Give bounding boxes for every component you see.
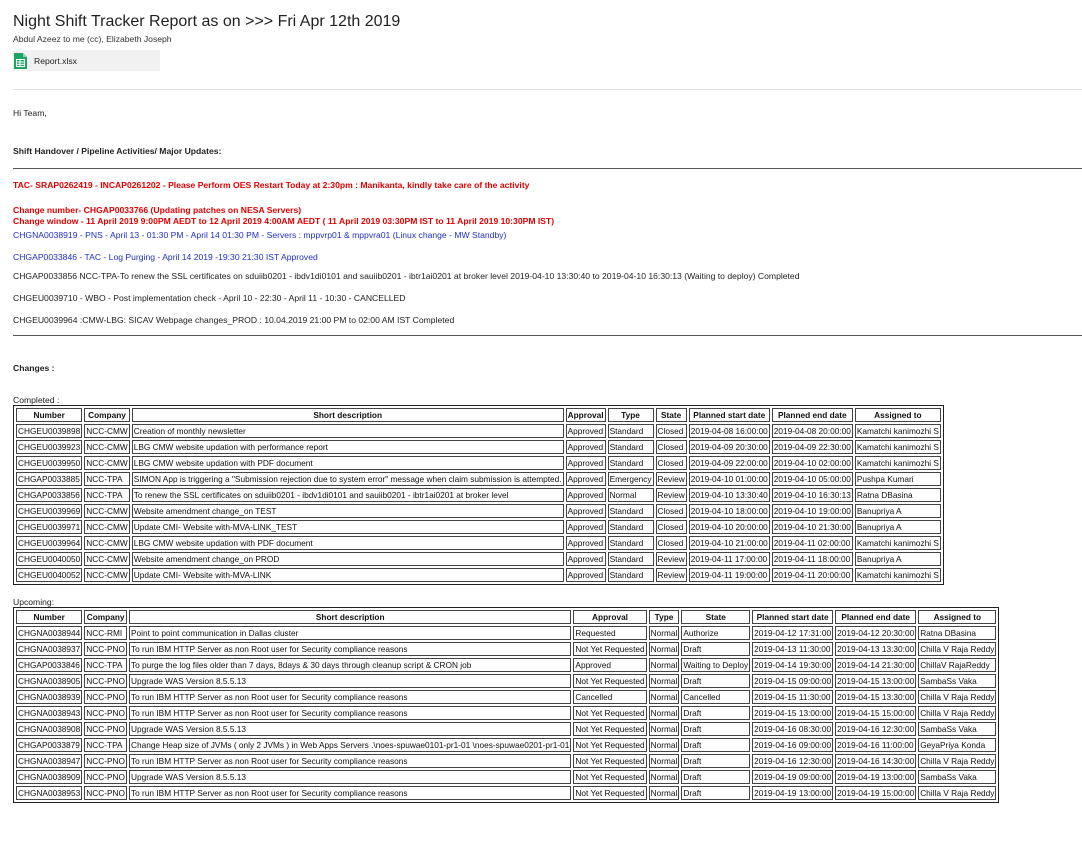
- table-cell: To run IBM HTTP Server as non Root user for Security compliance reasons: [129, 642, 571, 656]
- table-cell: Banupriya A: [855, 504, 941, 518]
- table-row: [16, 786, 996, 800]
- update-line-8: CHGEU0039964 :CMW-LBG: SICAV Webpage changes_PROD : 10.04.2019 21:00 PM to 02:00 AM IST Completed: [13, 315, 455, 325]
- table-cell: 2019-04-19 15:00:00: [837, 788, 915, 798]
- table-cell: Draft: [681, 642, 750, 656]
- table-cell: NCC-PNO: [86, 756, 125, 766]
- spreadsheet-icon: [14, 53, 27, 69]
- table-cell: Not Yet Requested: [575, 676, 645, 686]
- upcoming-label: Upcoming:: [13, 597, 55, 607]
- table-cell: CHGNA0038909: [18, 772, 81, 782]
- table-cell: 2019-04-10 16:30:13: [773, 490, 851, 500]
- table-cell: 2019-04-16 09:00:00: [754, 740, 832, 750]
- table-cell: Authorize: [681, 626, 750, 640]
- table-cell: 2019-04-08 16:00:00: [690, 426, 768, 436]
- table-cell: 2019-04-11 17:00:00: [689, 552, 770, 566]
- table-cell: Draft: [681, 770, 750, 784]
- column-header: Number: [16, 610, 82, 624]
- table-cell: 2019-04-16 14:30:00: [837, 756, 915, 766]
- table-cell: 2019-04-10 19:00:00: [773, 506, 851, 516]
- table-cell: Approved: [566, 440, 606, 454]
- table-cell: 2019-04-15 15:00:00: [837, 708, 915, 718]
- table-cell: 2019-04-16 08:30:00: [754, 724, 832, 734]
- table-cell: To run IBM HTTP Server as non Root user for Security compliance reasons: [129, 786, 571, 800]
- greeting: Hi Team,: [13, 108, 47, 118]
- table-cell: CHGNA0038947: [18, 756, 81, 766]
- table-cell: NCC-PNO: [86, 724, 125, 734]
- table-row: [16, 754, 996, 768]
- table-cell: Draft: [681, 738, 750, 752]
- table-cell: 2019-04-11 02:00:00: [772, 536, 853, 550]
- table-cell: Not Yet Requested: [575, 724, 645, 734]
- table-cell: Chilla V Raja Reddy: [920, 756, 995, 766]
- table-cell: NCC-RMI: [84, 626, 127, 640]
- table-row: [16, 738, 996, 752]
- column-header: Type: [649, 610, 680, 624]
- column-header: Type: [608, 408, 654, 422]
- table-cell: Normal: [650, 724, 678, 734]
- table-cell: Draft: [681, 754, 750, 768]
- table-cell: 2019-04-09 22:00:00: [690, 458, 768, 468]
- table-cell: NCC-CMW: [86, 522, 128, 532]
- table-cell: Approved: [566, 488, 606, 502]
- table-cell: Not Yet Requested: [575, 644, 645, 654]
- table-cell: Banupriya A: [855, 552, 941, 566]
- table-cell: To purge the log files older than 7 days, 8days & 30 days through cleanup script & CRON job: [129, 658, 571, 672]
- table-cell: SambaSs Vaka: [918, 770, 996, 784]
- table-cell: 2019-04-12 17:31:00: [754, 628, 832, 638]
- table-cell: Kamatchi kanimozhi S: [856, 458, 939, 468]
- table-cell: Normal: [650, 692, 678, 702]
- table-row: [16, 642, 996, 656]
- table-cell: LBG CMW website updation with performance report: [132, 440, 564, 454]
- table-cell: Requested: [573, 626, 646, 640]
- table-cell: CHGNA0038937: [18, 644, 81, 654]
- update-line-4: CHGNA0038919 - PNS - April 13 - 01:30 PM - April 14 01:30 PM - Servers : mppvrp01 & mppvra01 (Linux change - MW Standby): [13, 230, 507, 240]
- table-cell: 2019-04-11 20:00:00: [772, 568, 853, 582]
- table-cell: Kamatchi kanimozhi S: [856, 442, 939, 452]
- table-cell: Draft: [681, 706, 750, 720]
- table-cell: Not Yet Requested: [575, 756, 645, 766]
- column-header: Planned end date: [772, 408, 853, 422]
- table-cell: Normal: [650, 644, 678, 654]
- update-line-6: CHGAP0033856 NCC-TPA-To renew the SSL certificates on sduiib0201 - ibdv1di0101 and sauiib0201 - ibtr1ai0201 at broker level 2019-04-10 13:30:40 to 2019-04-10 16:30:13 (Waiting to deploy) Completed: [13, 271, 800, 281]
- table-cell: NCC-CMW: [86, 458, 128, 468]
- table-cell: NCC-TPA: [84, 738, 127, 752]
- table-cell: Standard: [608, 568, 654, 582]
- table-cell: 2019-04-10 21:30:00: [773, 522, 851, 532]
- table-row: [16, 658, 996, 672]
- column-header: Assigned to: [855, 408, 941, 422]
- table-cell: SambaSs Vaka: [918, 674, 996, 688]
- table-cell: Chilla V Raja Reddy: [920, 644, 995, 654]
- completed-changes-table: [13, 405, 944, 585]
- table-cell: CHGNA0038908: [18, 724, 81, 734]
- table-cell: 2019-04-08 20:00:00: [773, 426, 851, 436]
- table-row: [16, 674, 996, 688]
- table-cell: CHGEU0039964: [18, 538, 81, 548]
- table-cell: Normal: [608, 488, 654, 502]
- table-cell: Chilla V Raja Reddy: [920, 788, 995, 798]
- table-cell: Kamatchi kanimozhi S: [856, 426, 939, 436]
- column-header: Company: [84, 408, 129, 422]
- table-cell: Normal: [650, 628, 678, 638]
- table-cell: NCC-PNO: [86, 772, 125, 782]
- table-row: [16, 472, 941, 486]
- table-cell: Approved: [566, 520, 606, 534]
- table-cell: Approved: [566, 568, 606, 582]
- table-row: [16, 488, 941, 502]
- table-row: [16, 504, 941, 518]
- table-cell: 2019-04-12 20:30:00: [837, 628, 915, 638]
- email-view: [0, 12, 1082, 803]
- table-cell: Upgrade WAS Version 8.5.5.13: [129, 674, 571, 688]
- table-cell: Approved: [566, 472, 606, 486]
- section-divider-top: [13, 168, 1082, 169]
- table-cell: Approved: [566, 552, 606, 566]
- table-cell: Banupriya A: [855, 520, 941, 534]
- table-cell: CHGNA0038939: [18, 692, 81, 702]
- table-cell: Standard: [608, 424, 654, 438]
- email-sender-line: Abdul Azeez to me (cc), Elizabeth Joseph: [13, 34, 172, 44]
- table-cell: Chilla V Raja Reddy: [920, 708, 995, 718]
- column-header: State: [681, 610, 750, 624]
- table-cell: NCC-PNO: [86, 708, 125, 718]
- table-cell: Standard: [608, 504, 654, 518]
- table-cell: 2019-04-15 13:00:00: [837, 676, 915, 686]
- section-heading: Shift Handover / Pipeline Activities/ Major Updates:: [13, 146, 222, 156]
- table-row: [16, 770, 996, 784]
- table-cell: GeyaPriya Konda: [918, 738, 996, 752]
- table-cell: Review: [657, 570, 685, 580]
- table-cell: CHGEU0039923: [18, 442, 81, 452]
- update-line-3: Change window - 11 April 2019 9:00PM AEDT to 12 April 2019 4:00AM AEDT ( 11 April 2019 03:30PM IST to 11 April 2019 10:30PM IST): [13, 216, 555, 226]
- table-cell: Update CMI- Website with-MVA-LINK_TEST: [132, 520, 564, 534]
- table-cell: NCC-PNO: [86, 692, 125, 702]
- table-cell: NCC-PNO: [86, 644, 125, 654]
- update-line-5: CHGAP0033846 - TAC - Log Purging - April 14 2019 -19:30 21:30 IST Approved: [13, 252, 318, 262]
- table-cell: NCC-TPA: [84, 658, 127, 672]
- table-cell: Draft: [681, 722, 750, 736]
- table-cell: Review: [657, 474, 685, 484]
- table-cell: Cancelled: [573, 690, 646, 704]
- table-cell: CHGEU0039950: [18, 458, 81, 468]
- table-cell: 2019-04-15 09:00:00: [754, 676, 832, 686]
- table-cell: Approved: [566, 424, 606, 438]
- table-row: [16, 424, 941, 438]
- changes-heading: Changes :: [13, 363, 55, 373]
- column-header: Short description: [129, 610, 571, 624]
- table-cell: Not Yet Requested: [575, 740, 645, 750]
- table-cell: Standard: [608, 536, 654, 550]
- table-cell: To run IBM HTTP Server as non Root user for Security compliance reasons: [129, 706, 571, 720]
- table-cell: 2019-04-15 13:00:00: [754, 708, 832, 718]
- table-cell: CHGEU0039971: [18, 522, 81, 532]
- table-cell: Not Yet Requested: [575, 788, 645, 798]
- table-row: [16, 706, 996, 720]
- table-cell: CHGNA0038953: [18, 788, 81, 798]
- table-cell: NCC-PNO: [86, 676, 125, 686]
- table-row: [16, 568, 941, 582]
- table-row: [16, 722, 996, 736]
- update-line-2: Change number- CHGAP0033766 (Updating patches on NESA Servers): [13, 205, 302, 215]
- table-cell: Closed: [656, 424, 687, 438]
- table-cell: To run IBM HTTP Server as non Root user for Security compliance reasons: [129, 690, 571, 704]
- table-row: [16, 690, 996, 704]
- table-cell: 2019-04-10 02:00:00: [773, 458, 851, 468]
- table-cell: 2019-04-14 19:30:00: [754, 660, 832, 670]
- table-cell: Approved: [573, 658, 646, 672]
- table-cell: Closed: [656, 440, 687, 454]
- table-row: [16, 626, 996, 640]
- table-cell: Not Yet Requested: [575, 772, 645, 782]
- table-cell: Normal: [650, 660, 678, 670]
- table-cell: Standard: [608, 440, 654, 454]
- table-cell: 2019-04-11 18:00:00: [772, 552, 853, 566]
- table-cell: CHGEU0040052: [18, 570, 81, 580]
- table-cell: 2019-04-10 05:00:00: [773, 474, 851, 484]
- table-cell: Standard: [608, 456, 654, 470]
- table-cell: 2019-04-16 12:30:00: [754, 756, 832, 766]
- update-line-1: TAC- SRAP0262419 - INCAP0261202 - Please Perform OES Restart Today at 2:30pm : Manikanta, kindly take care of the activity: [13, 180, 530, 190]
- table-cell: 2019-04-10 21:00:00: [690, 538, 768, 548]
- table-cell: Normal: [650, 676, 678, 686]
- table-cell: Website amendment change_on TEST: [132, 504, 564, 518]
- table-cell: Draft: [681, 674, 750, 688]
- table-cell: Not Yet Requested: [575, 708, 645, 718]
- table-cell: To renew the SSL certificates on sduiib0201 - ibdv1di0101 and sauiib0201 - ibtr1ai0201 at broker level: [132, 488, 564, 502]
- table-row: [16, 536, 941, 550]
- column-header: Short description: [132, 408, 564, 422]
- table-cell: CHGNA0038944: [18, 628, 81, 638]
- table-cell: To run IBM HTTP Server as non Root user for Security compliance reasons: [129, 754, 571, 768]
- table-cell: Website amendment change_on PROD: [132, 552, 564, 566]
- table-cell: Pushpa Kumari: [855, 472, 941, 486]
- table-cell: Kamatchi kanimozhi S: [856, 570, 939, 580]
- table-cell: Approved: [566, 504, 606, 518]
- table-cell: 2019-04-10 13:30:40: [690, 490, 768, 500]
- column-header: State: [656, 408, 687, 422]
- table-cell: LBG CMW website updation with PDF document: [132, 536, 564, 550]
- table-cell: NCC-PNO: [86, 788, 125, 798]
- table-cell: Closed: [656, 520, 687, 534]
- table-cell: Update CMI- Website with-MVA-LINK: [132, 568, 564, 582]
- column-header: Planned start date: [752, 610, 833, 624]
- column-header: Planned start date: [689, 408, 770, 422]
- table-cell: SIMON App is triggering a "Submission rejection due to system error" message when claim submission is attempted.: [133, 474, 562, 484]
- table-row: [16, 456, 941, 470]
- table-cell: Change Heap size of JVMs ( only 2 JVMs ) in Web Apps Servers .\noes-spuwae0101-pr1-01 \noes-spuwae0201-pr1-01: [130, 740, 570, 750]
- table-cell: CHGAP0033879: [16, 738, 82, 752]
- table-cell: 2019-04-19 09:00:00: [754, 772, 832, 782]
- table-cell: Chilla V Raja Reddy: [920, 692, 995, 702]
- column-header: Approval: [573, 610, 646, 624]
- table-cell: NCC-TPA: [84, 488, 129, 502]
- table-cell: 2019-04-15 13:30:00: [837, 692, 915, 702]
- email-subject: Night Shift Tracker Report as on >>> Fri Apr 12th 2019: [13, 13, 401, 30]
- update-line-7: CHGEU0039710 - WBO - Post implementation check - April 10 - 22:30 - April 11 - 10:30 - CANCELLED: [13, 293, 406, 303]
- column-header: Company: [84, 610, 127, 624]
- table-cell: 2019-04-19 13:00:00: [837, 772, 915, 782]
- table-cell: Standard: [608, 520, 654, 534]
- table-cell: Kamatchi kanimozhi S: [856, 538, 939, 548]
- table-cell: NCC-CMW: [86, 570, 128, 580]
- table-cell: CHGEU0039969: [18, 506, 81, 516]
- table-cell: Waiting to Deploy: [683, 660, 749, 670]
- table-row: [16, 520, 941, 534]
- table-cell: LBG CMW website updation with PDF document: [132, 456, 564, 470]
- table-cell: 2019-04-10 01:00:00: [690, 474, 768, 484]
- table-cell: Closed: [656, 456, 687, 470]
- table-cell: CHGNA0038905: [18, 676, 81, 686]
- table-cell: 2019-04-10 20:00:00: [690, 522, 768, 532]
- table-cell: Normal: [650, 756, 678, 766]
- table-cell: CHGAP0033846: [16, 658, 82, 672]
- attachment-chip[interactable]: [13, 50, 160, 71]
- table-cell: Draft: [681, 786, 750, 800]
- table-cell: Approved: [566, 456, 606, 470]
- table-cell: CHGAP0033885: [16, 472, 82, 486]
- column-header: Approval: [567, 410, 604, 420]
- table-cell: 2019-04-09 22:30:00: [773, 442, 851, 452]
- table-cell: Ratna DBasina: [855, 488, 941, 502]
- table-cell: Upgrade WAS Version 8.5.5.13: [129, 770, 571, 784]
- header-divider: [13, 89, 1082, 90]
- attachment-name: Report.xlsx: [34, 55, 77, 66]
- table-cell: 2019-04-13 11:30:00: [752, 642, 833, 656]
- table-cell: Normal: [650, 740, 678, 750]
- table-cell: Point to point communication in Dallas cluster: [129, 626, 571, 640]
- table-cell: NCC-CMW: [86, 506, 128, 516]
- table-cell: Review: [657, 490, 685, 500]
- table-cell: Review: [657, 554, 685, 564]
- table-cell: 2019-04-13 13:30:00: [837, 644, 915, 654]
- table-cell: Cancelled: [681, 690, 750, 704]
- table-cell: Standard: [608, 552, 654, 566]
- table-cell: 2019-04-09 20:30:00: [690, 442, 768, 452]
- table-cell: NCC-CMW: [86, 426, 128, 436]
- table-cell: SambaSs Vaka: [918, 722, 996, 736]
- table-cell: Upgrade WAS Version 8.5.5.13: [129, 722, 571, 736]
- table-cell: 2019-04-19 13:00:00: [754, 788, 832, 798]
- table-cell: 2019-04-10 18:00:00: [690, 506, 768, 516]
- upcoming-changes-table: [13, 607, 999, 803]
- table-cell: CHGAP0033856: [16, 488, 82, 502]
- section-divider-bottom: [13, 335, 1082, 336]
- table-cell: Closed: [656, 504, 687, 518]
- table-cell: Normal: [650, 708, 678, 718]
- table-cell: NCC-CMW: [86, 538, 128, 548]
- table-cell: Creation of monthly newsletter: [132, 424, 564, 438]
- table-row: [16, 552, 941, 566]
- table-cell: 2019-04-15 11:30:00: [752, 690, 833, 704]
- table-cell: Ratna DBasina: [918, 626, 996, 640]
- table-cell: NCC-TPA: [84, 472, 129, 486]
- table-cell: CHGNA0038943: [18, 708, 81, 718]
- table-cell: 2019-04-16 11:00:00: [835, 738, 916, 752]
- table-cell: 2019-04-16 12:30:00: [837, 724, 915, 734]
- column-header: Assigned to: [918, 610, 996, 624]
- table-cell: Normal: [650, 772, 678, 782]
- table-cell: 2019-04-14 21:30:00: [837, 660, 915, 670]
- completed-label: Completed :: [13, 395, 60, 405]
- table-cell: Normal: [650, 788, 678, 798]
- table-row: [16, 440, 941, 454]
- table-cell: NCC-CMW: [86, 554, 128, 564]
- table-cell: CHGEU0040050: [18, 554, 81, 564]
- table-cell: Closed: [656, 536, 687, 550]
- column-header: Planned end date: [835, 610, 916, 624]
- table-cell: 2019-04-11 19:00:00: [689, 568, 770, 582]
- column-header: Number: [16, 408, 82, 422]
- table-cell: Emergency: [609, 474, 652, 484]
- table-cell: CHGEU0039898: [18, 426, 81, 436]
- table-cell: Approved: [566, 536, 606, 550]
- table-cell: NCC-CMW: [86, 442, 128, 452]
- table-cell: ChillaV RajaReddy: [918, 658, 996, 672]
